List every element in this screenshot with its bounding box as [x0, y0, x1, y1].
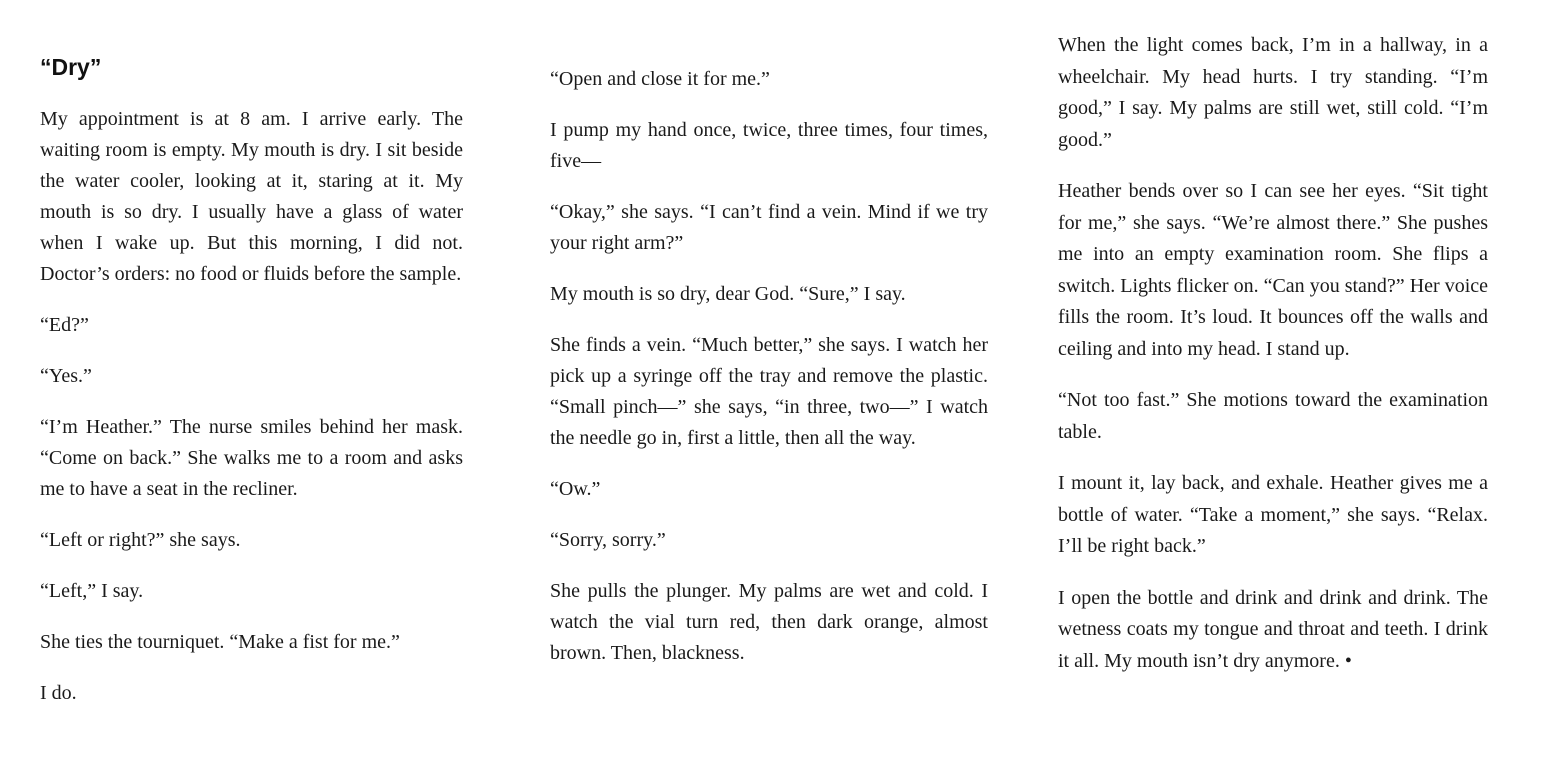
column-3 — [1058, 30, 1488, 697]
paragraph: “Left or right?” she says. — [40, 529, 241, 551]
paragraph: I open the bottle and drink and drink and drink. The wetness coats my tongue and throat and teeth. I drink it all. My mouth isn’t dry anymore. • — [1058, 586, 1488, 672]
paragraph: I do. — [40, 682, 77, 704]
paragraph: “Open and close it for me.” — [550, 68, 770, 90]
paragraph: She pulls the plunger. My palms are wet and cold. I watch the vial turn red, then dark orange, almost brown. Then, blackness. — [550, 580, 988, 664]
column-2 — [550, 64, 988, 689]
paragraph: “Yes.” — [40, 365, 92, 387]
column-1 — [40, 52, 463, 729]
paragraph: I mount it, lay back, and exhale. Heather gives me a bottle of water. “Take a moment,” she says. “Relax. I’ll be right back.” — [1058, 472, 1488, 557]
story-title: “Dry” — [40, 54, 102, 80]
paragraph: “I’m Heather.” The nurse smiles behind her mask. “Come on back.” She walks me to a room and asks me to have a seat in the recliner. — [40, 416, 463, 500]
paragraph: “Left,” I say. — [40, 580, 144, 602]
paragraph: “Okay,” she says. “I can’t find a vein. Mind if we try your right arm?” — [550, 201, 988, 254]
paragraph: “Not too fast.” She motions toward the examination table. — [1058, 389, 1488, 443]
paragraph: My mouth is so dry, dear God. “Sure,” I say. — [550, 283, 906, 305]
paragraph: When the light comes back, I’m in a hallway, in a wheelchair. My head hurts. I try standing. “I’m good,” I say. My palms are still wet, still cold. “I’m good.” — [1058, 34, 1488, 151]
paragraph: She finds a vein. “Much better,” she says. I watch her pick up a syringe off the tray and remove the plastic. “Small pinch—” she says, “in three, two—” I watch the needle go in, first a little, then all the way. — [550, 334, 988, 449]
paragraph: “Ow.” — [550, 478, 601, 500]
paragraph: She ties the tourniquet. “Make a fist for me.” — [40, 631, 400, 653]
paragraph: Heather bends over so I can see her eyes. “Sit tight for me,” she says. “We’re almost there.” She pushes me into an empty examination room. She flips a switch. Lights flicker on. “Can you stand?” Her voice fills the room. It’s loud. It bounces off the walls and ceiling and into my head. I stand up. — [1058, 180, 1488, 360]
paragraph: “Ed?” — [40, 314, 89, 336]
paragraph: I pump my hand once, twice, three times, four times, five— — [550, 119, 988, 172]
paragraph: My appointment is at 8 am. I arrive early. The waiting room is empty. My mouth is dry. I sit beside the water cooler, looking at it, staring at it. My mouth is so dry. I usually have a glass of water when I wake up. But this morning, I did not. Doctor’s orders: no food or fluids before the sample. — [40, 108, 463, 285]
paragraph: “Sorry, sorry.” — [550, 529, 666, 551]
